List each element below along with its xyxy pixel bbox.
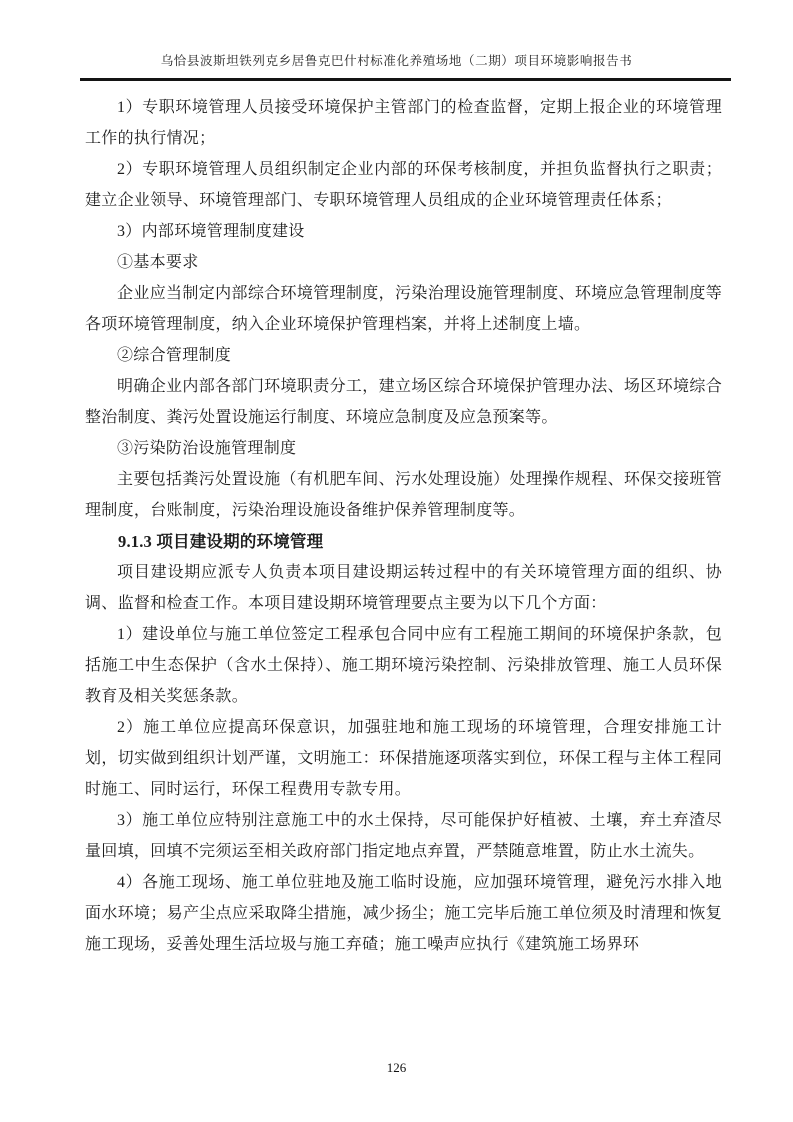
paragraph-basic-requirements: ①基本要求 — [117, 254, 199, 271]
paragraph-item-3: 3）内部环境管理制度建设 — [117, 223, 305, 240]
paragraph-comprehensive-system-body: 明确企业内部各部门环境职责分工，建立场区综合环境保护管理办法、场区环境综合整治制度、粪污处置设施运行制度、环境应急制度及应急预案等。 — [85, 378, 722, 426]
paragraph-comprehensive-system: ②综合管理制度 — [117, 347, 232, 364]
paragraph-pollution-control-system: ③污染防治设施管理制度 — [117, 440, 297, 457]
paragraph-basic-requirements-body: 企业应当制定内部综合环境管理制度，污染治理设施管理制度、环境应急管理制度等各项环境管理制度，纳入企业环境保护管理档案，并将上述制度上墙。 — [85, 285, 722, 333]
page-number: 126 — [386, 1060, 407, 1075]
page-header — [0, 0, 793, 81]
paragraph-construction-item-4: 4）各施工现场、施工单位驻地及施工临时设施，应加强环境管理，避免污水排入地面水环境；易产尘点应采取降尘措施，减少扬尘；施工完毕后施工单位须及时清理和恢复施工现场，妥善处理生活垃圾与施工弃碴；施工噪声应执行《建筑施工场界环 — [85, 874, 722, 953]
paragraph-construction-item-2: 2）施工单位应提高环保意识，加强驻地和施工现场的环境管理，合理安排施工计划，切实做到组织计划严谨，文明施工：环保措施逐项落实到位，环保工程与主体工程同时施工、同时运行，环保工程费用专款专用。 — [85, 719, 722, 798]
header-double-rule — [80, 78, 731, 81]
paragraph-item-2: 2）专职环境管理人员组织制定企业内部的环保考核制度，并担负监督执行之职责；建立企业领导、环境管理部门、专职环境管理人员组成的企业环境管理责任体系； — [85, 161, 722, 209]
paragraph-item-1: 1）专职环境管理人员接受环境保护主管部门的检查监督，定期上报企业的环境管理工作的执行情况； — [85, 99, 722, 147]
page-footer — [0, 1060, 793, 1076]
section-heading-9-1-3: 9.1.3 项目建设期的环境管理 — [118, 532, 324, 551]
document-body — [85, 92, 722, 960]
paragraph-pollution-control-system-body: 主要包括粪污处置设施（有机肥车间、污水处理设施）处理操作规程、环保交接班管理制度，台账制度，污染治理设施设备维护保养管理制度等。 — [85, 471, 722, 519]
paragraph-construction-intro: 项目建设期应派专人负责本项目建设期运转过程中的有关环境管理方面的组织、协调、监督和检查工作。本项目建设期环境管理要点主要为以下几个方面： — [85, 564, 722, 612]
paragraph-construction-item-1: 1）建设单位与施工单位签定工程承包合同中应有工程施工期间的环境保护条款，包括施工中生态保护（含水土保持）、施工期环境污染控制、污染排放管理、施工人员环保教育及相关奖惩条款。 — [85, 626, 722, 705]
paragraph-construction-item-3: 3）施工单位应特别注意施工中的水土保持，尽可能保护好植被、土壤，弃土弃渣尽量回填，回填不完须运至相关政府部门指定地点弃置，严禁随意堆置，防止水土流失。 — [85, 812, 722, 860]
report-title: 乌恰县波斯坦铁列克乡居鲁克巴什村标准化养殖场地（二期）项目环境影响报告书 — [160, 54, 633, 68]
